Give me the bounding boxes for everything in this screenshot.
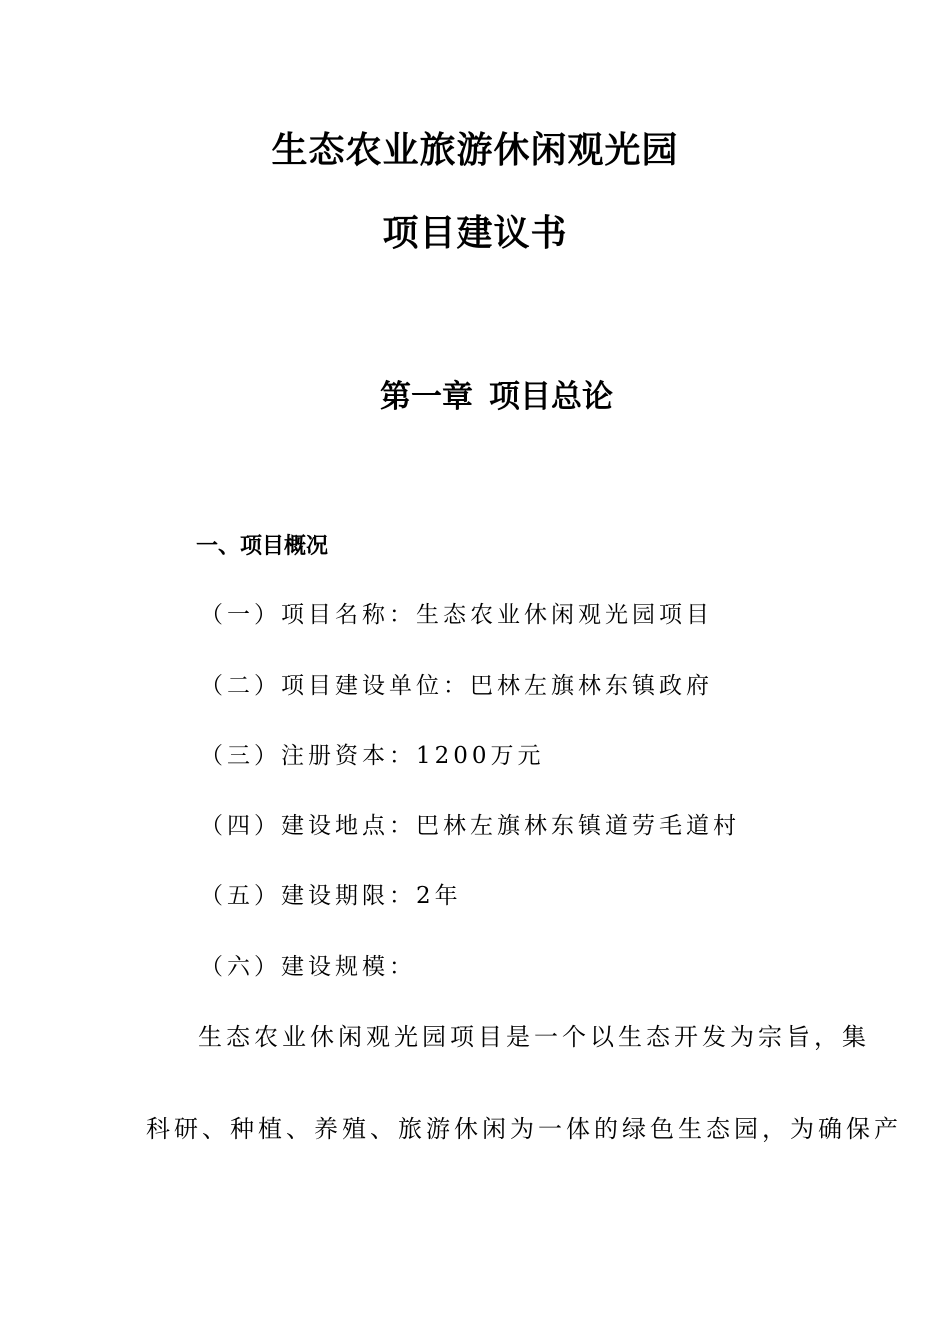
item-registered-capital: （三）注册资本：1200万元 [200,743,545,769]
chapter-title: 项目总论 [489,379,613,415]
item-project-name: （一）项目名称：生态农业休闲观光园项目 [200,602,713,628]
item-construction-period: （五）建设期限：2年 [200,883,462,909]
document-title-line-2: 项目建议书 [382,213,568,254]
document-title-line-1: 生态农业旅游休闲观光园 [271,130,679,171]
item-construction-unit: （二）项目建设单位：巴林左旗林东镇政府 [200,673,713,699]
item-construction-site: （四）建设地点：巴林左旗林东镇道劳毛道村 [200,813,740,839]
chapter-number: 第一章 [380,379,473,415]
paragraph-line-2: 科研、种植、养殖、旅游休闲为一体的绿色生态园，为确保产 [146,1115,902,1143]
chapter-heading [380,379,613,415]
item-construction-scale: （六）建设规模： [200,954,416,980]
section-heading: 一、项目概况 [196,534,329,559]
paragraph-line-1: 生态农业休闲观光园项目是一个以生态开发为宗旨，集 [198,1023,870,1051]
